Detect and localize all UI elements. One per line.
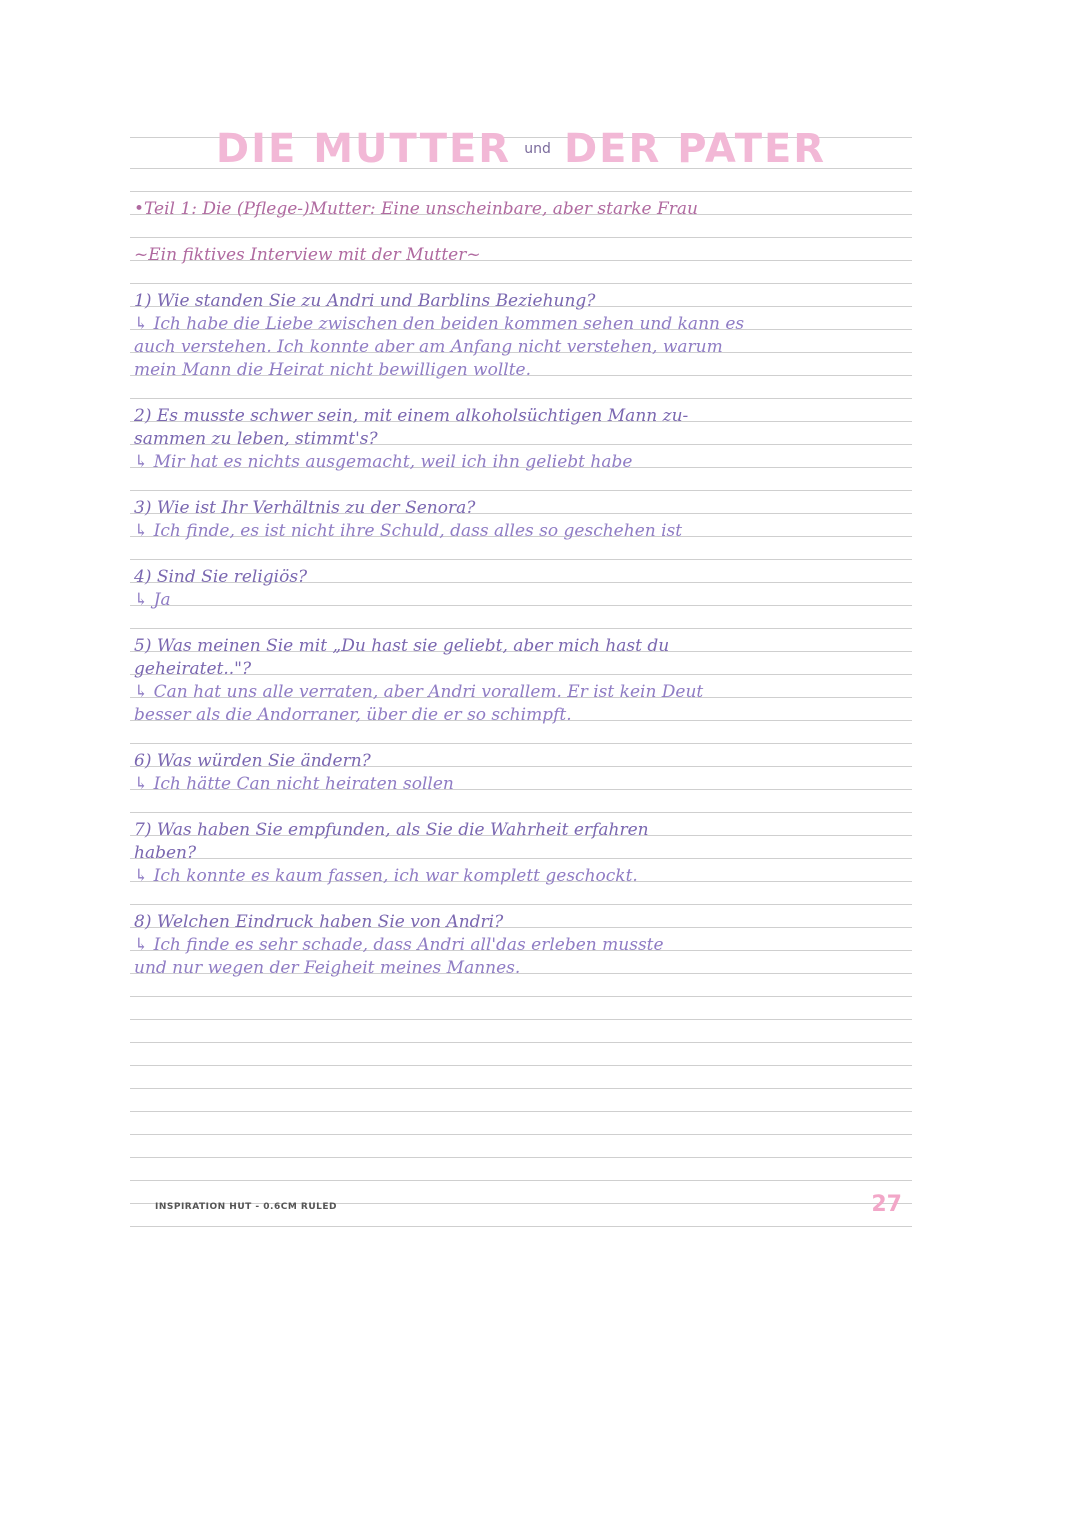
notebook-footer: INSPIRATION HUT - 0.6CM RULED [155, 1202, 338, 1212]
page-title [130, 126, 912, 174]
answer-4: ↳ Ja [134, 590, 171, 610]
title-part1: DIE MUTTER [215, 126, 512, 172]
question-3: 3) Wie ist Ihr Verhältnis zu der Senora? [134, 498, 476, 518]
question-6: 6) Was würden Sie ändern? [134, 751, 371, 771]
section-heading: •Teil 1: Die (Pflege-)Mutter: Eine unscheinbare, aber starke Frau [134, 199, 698, 219]
question-1: 1) Wie standen Sie zu Andri und Barblins Beziehung? [134, 291, 596, 311]
question-2-line-1: 2) Es musste schwer sein, mit einem alkoholsüchtigen Mann zu- [134, 406, 689, 426]
answer-7: ↳ Ich konnte es kaum fassen, ich war komplett geschockt. [134, 866, 638, 886]
question-8: 8) Welchen Eindruck haben Sie von Andri? [134, 912, 504, 932]
page-number: 27 [871, 1192, 902, 1217]
question-4: 4) Sind Sie religiös? [134, 567, 308, 587]
answer-5-line-1: ↳ Can hat uns alle verraten, aber Andri vorallem. Er ist kein Deut [134, 682, 704, 702]
answer-5-line-2: besser als die Andorraner, über die er so schimpft. [134, 705, 572, 725]
question-5-line-1: 5) Was meinen Sie mit „Du hast sie geliebt, aber mich hast du [134, 636, 670, 656]
section-subheading: ~Ein fiktives Interview mit der Mutter~ [134, 245, 481, 265]
question-2-line-2: sammen zu leben, stimmt's? [134, 429, 378, 449]
answer-2: ↳ Mir hat es nichts ausgemacht, weil ich ihn geliebt habe [134, 452, 633, 472]
title-connector: und [524, 141, 551, 157]
answer-1-line-3: mein Mann die Heirat nicht bewilligen wollte. [134, 360, 532, 380]
title-part2: DER PATER [563, 126, 827, 172]
answer-8-line-2: und nur wegen der Feigheit meines Mannes. [134, 958, 521, 978]
answer-3: ↳ Ich finde, es ist nicht ihre Schuld, dass alles so geschehen ist [134, 521, 683, 541]
answer-1-line-1: ↳ Ich habe die Liebe zwischen den beiden kommen sehen und kann es [134, 314, 745, 334]
question-5-line-2: geheiratet.."? [134, 659, 252, 679]
question-7-line-2: haben? [134, 843, 197, 863]
answer-8-line-1: ↳ Ich finde es sehr schade, dass Andri all'das erleben musste [134, 935, 664, 955]
answer-6: ↳ Ich hätte Can nicht heiraten sollen [134, 774, 454, 794]
question-7-line-1: 7) Was haben Sie empfunden, als Sie die Wahrheit erfahren [134, 820, 649, 840]
notebook-page [130, 118, 912, 1230]
answer-1-line-2: auch verstehen. Ich konnte aber am Anfang nicht verstehen, warum [134, 337, 723, 357]
